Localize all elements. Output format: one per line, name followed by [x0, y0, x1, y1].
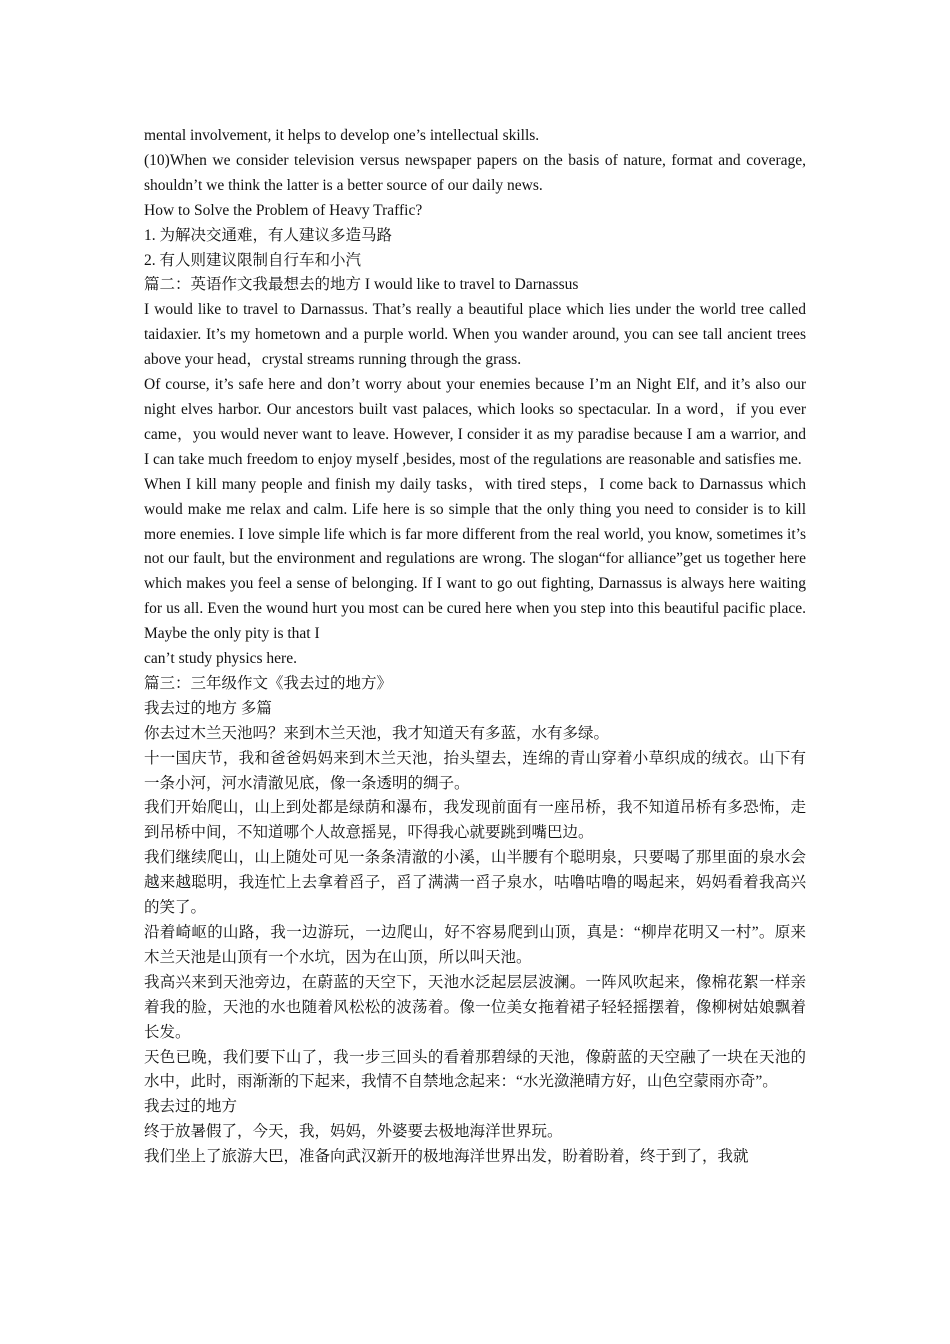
paragraph: When I kill many people and finish my daily tasks，with tired steps，I come back to Darnassus which would make me relax and calm. Life here is so simple that the only thing you need to consider is to kill more enemies. I love simple life which is far more different from the real world, you know, sometimes it’s not our fault, but the environment and regulations are wrong. The slogan“for alliance”get us together here which makes you feel a sense of belonging. If I want to go out fighting, Darnassus is always here waiting for us all. Even the wound hurt you most can be cured here when you step into this beautiful pacific place. Maybe the only pity is that I — [144, 475, 806, 643]
essay-title: 我去过的地方 多篇 — [144, 699, 272, 717]
paragraph: mental involvement, it helps to develop one’s intellectual skills. — [144, 127, 540, 144]
paragraph: 终于放暑假了，今天，我，妈妈，外婆要去极地海洋世界玩。 — [144, 1123, 563, 1141]
paragraph: 十一国庆节，我和爸爸妈妈来到木兰天池，抬头望去，连绵的青山穿着小草织成的绒衣。山下有一条小河，河水清澈见底，像一条透明的绸子。 — [144, 749, 806, 792]
essay-title: How to Solve the Problem of Heavy Traffic? — [144, 201, 423, 219]
paragraph: 我们开始爬山，山上到处都是绿荫和瀑布，我发现前面有一座吊桥，我不知道吊桥有多恐怖，走到吊桥中间，不知道哪个人故意摇晃，吓得我心就要跳到嘴巴边。 — [144, 799, 806, 842]
paragraph: Of course, it’s safe here and don’t worry about your enemies because I’m an Night Elf, and it’s also our night elves harbor. Our ancestors built vast palaces, which looks so spectacular. In a word，if you ever came，you would never want to leave. However, I consider it as my paradise because I am a warrior, and I can take much freedom to enjoy myself ,besides, most of the regulations are reasonable and satisfies me. — [144, 376, 806, 468]
section-heading: 篇三：三年级作文《我去过的地方》 — [144, 674, 393, 692]
paragraph: 沿着崎岖的山路，我一边游玩，一边爬山，好不容易爬到山顶，真是：“柳岸花明又一村”。原来木兰天池是山顶有一个水坑，因为在山顶，所以叫天池。 — [144, 924, 806, 966]
paragraph: 我们坐上了旅游大巴，准备向武汉新开的极地海洋世界出发，盼着盼着，终于到了，我就 — [144, 1148, 749, 1166]
document-page — [144, 124, 806, 1170]
paragraph: 你去过木兰天池吗？来到木兰天池，我才知道天有多蓝，水有多绿。 — [144, 724, 610, 742]
essay-title: 我去过的地方 — [144, 1098, 238, 1116]
list-item: 1. 为解决交通难，有人建议多造马路 — [144, 226, 393, 244]
list-item: 2. 有人则建议限制自行车和小汽 — [144, 251, 362, 269]
paragraph: I would like to travel to Darnassus. That’s really a beautiful place which lies under the world tree called taidaxier. It’s my hometown and a purple world. When you wander around, you can see tall ancient trees above your head，crystal streams running through the grass. — [144, 301, 806, 369]
section-heading: 篇二：英语作文我最想去的地方 I would like to travel to Darnassus — [144, 276, 579, 294]
paragraph: 天色已晚，我们要下山了，我一步三回头的看着那碧绿的天池，像蔚蓝的天空融了一块在天池的水中，此时，雨渐渐的下起来，我情不自禁地念起来：“水光潋滟晴方好，山色空蒙雨亦奇”。 — [144, 1048, 806, 1091]
paragraph: 我高兴来到天池旁边，在蔚蓝的天空下，天池水泛起层层波澜。一阵风吹起来，像棉花絮一样亲着我的脸，天池的水也随着风松松的波荡着。像一位美女拖着裙子轻轻摇摆着，像柳树姑娘飘着长发。 — [144, 973, 806, 1041]
paragraph: (10)When we consider television versus newspaper papers on the basis of nature, format and coverage, shouldn’t we think the latter is a better source of our daily news. — [144, 151, 806, 194]
paragraph: can’t study physics here. — [144, 650, 297, 668]
paragraph: 我们继续爬山，山上随处可见一条条清澈的小溪，山半腰有个聪明泉，只要喝了那里面的泉水会越来越聪明，我连忙上去拿着舀子，舀了满满一舀子泉水，咕噜咕噜的喝起来，妈妈看着我高兴的笑了。 — [144, 849, 806, 917]
